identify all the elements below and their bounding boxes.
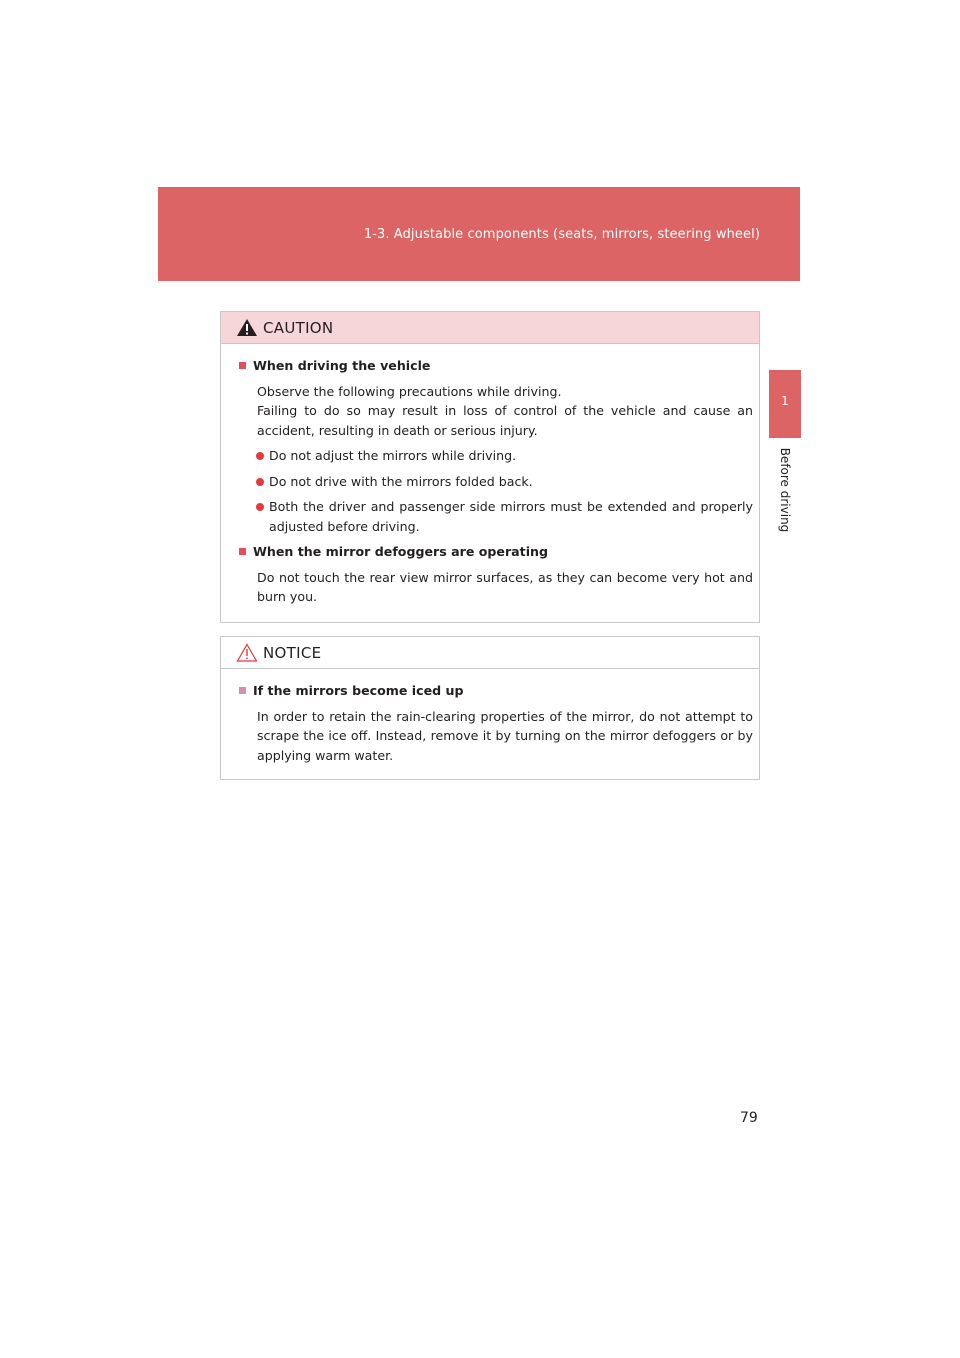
caution-bullet-3-text: Both the driver and passenger side mirrors must be extended and properly adjusted before driving.	[269, 499, 753, 534]
notice-text: In order to retain the rain-clearing properties of the mirror, do not attempt to scrape the ice off. Instead, remove it by turning on the mirror defoggers or by applying warm water.	[257, 708, 753, 763]
caution-bullet-2	[239, 472, 753, 492]
square-bullet-icon	[239, 687, 246, 694]
caution-heading-defoggers	[239, 542, 753, 562]
caution-title: CAUTION	[263, 319, 334, 337]
chapter-label: Before driving	[778, 447, 792, 533]
caution-box	[220, 311, 760, 623]
bullet-dot-icon	[256, 478, 264, 486]
bullet-dot-icon	[256, 452, 264, 460]
warning-icon	[236, 318, 258, 337]
square-bullet-icon	[239, 362, 246, 369]
notice-header	[221, 637, 759, 669]
caution-heading-driving-text: When driving the vehicle	[253, 358, 431, 373]
caution-heading-driving	[239, 356, 753, 376]
square-bullet-icon	[239, 548, 246, 555]
caution-bullet-2-text: Do not drive with the mirrors folded back.	[269, 473, 533, 489]
header-band	[158, 187, 800, 281]
section-title: 1-3. Adjustable components (seats, mirrors, steering wheel)	[363, 227, 760, 242]
notice-title: NOTICE	[263, 644, 322, 662]
notice-heading	[239, 681, 753, 701]
notice-box	[220, 636, 760, 780]
caution-header	[221, 312, 759, 344]
notice-body	[221, 669, 759, 765]
caution-heading-defoggers-text: When the mirror defoggers are operating	[253, 544, 548, 559]
page-number: 79	[740, 1110, 758, 1126]
notice-warning-icon	[236, 643, 258, 662]
caution-bullet-1-text: Do not adjust the mirrors while driving.	[269, 448, 517, 463]
bullet-dot-icon	[256, 503, 264, 511]
chapter-tab	[769, 370, 801, 438]
caution-text-2: Failing to do so may result in loss of control of the vehicle and cause an accident, resulting in death or serious injury.	[257, 403, 753, 438]
caution-text-3: Do not touch the rear view mirror surfaces, as they can become very hot and burn you.	[257, 569, 753, 604]
notice-heading-text: If the mirrors become iced up	[253, 683, 464, 698]
caution-bullet-1	[239, 446, 753, 466]
caution-body	[221, 344, 759, 607]
caution-text-1: Observe the following precautions while driving.	[257, 383, 562, 399]
chapter-number: 1	[781, 394, 789, 408]
caution-bullet-3	[239, 497, 753, 536]
